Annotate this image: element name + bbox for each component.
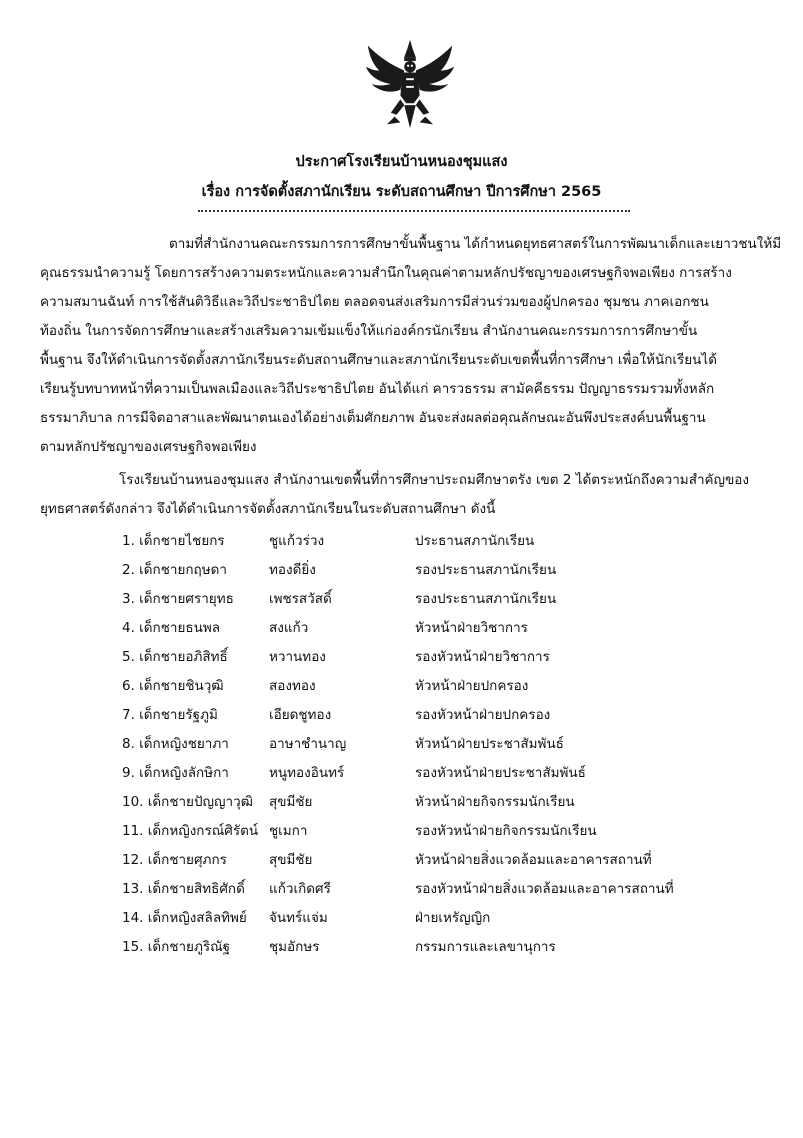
paragraph-school: [40, 466, 749, 524]
paragraph-line: ธรรมาภิบาล การมีจิตอาสาและพัฒนาตนเองได้อย่างเต็มศักยภาพ อันจะส่งผลต่อคุณลักษณะอันพึงประสงค์บนพื้นฐาน: [40, 410, 706, 426]
member-surname: สงแก้ว: [269, 620, 309, 636]
member-role: ฝ่ายเหรัญญิก: [415, 910, 491, 926]
member-role: รองประธานสภานักเรียน: [415, 562, 557, 578]
list-item: [122, 556, 742, 585]
member-name: 14. เด็กหญิงสลิลทิพย์: [122, 910, 247, 926]
garuda-emblem-icon: [362, 36, 458, 132]
list-item: [122, 759, 742, 788]
list-item: [122, 643, 742, 672]
member-surname: เพชรสวัสดิ์: [269, 591, 332, 607]
paragraph-line: ยุทธศาสตร์ดังกล่าว จึงได้ดำเนินการจัดตั้งสภานักเรียนในระดับสถานศึกษา ดังนี้: [40, 501, 496, 517]
list-item: [122, 672, 742, 701]
member-name: 10. เด็กชายปัญญาวุฒิ: [122, 794, 253, 810]
member-role: รองหัวหน้าฝ่ายประชาสัมพันธ์: [415, 765, 586, 781]
member-role: รองหัวหน้าฝ่ายกิจกรรมนักเรียน: [415, 823, 597, 839]
dotted-divider: [198, 210, 630, 212]
member-name: 7. เด็กชายรัฐภูมิ: [122, 707, 218, 723]
paragraph-line: ตามที่สำนักงานคณะกรรมการการศึกษาขั้นพื้นฐาน ได้กำหนดยุทธศาสตร์ในการพัฒนาเด็กและเยาวชนให้มี: [169, 236, 782, 252]
member-surname: เอียดชูทอง: [269, 707, 332, 723]
member-name: 12. เด็กชายศุภกร: [122, 852, 227, 868]
member-name: 5. เด็กชายอภิสิทธิ์: [122, 649, 228, 665]
member-name: 11. เด็กหญิงกรณ์ศิรัตน์: [122, 823, 259, 839]
member-name: 4. เด็กชายธนพล: [122, 620, 221, 636]
announcement-title: ประกาศโรงเรียนบ้านหนองชุมแสง: [295, 154, 508, 170]
member-surname: สุขมีชัย: [269, 852, 313, 868]
member-role: หัวหน้าฝ่ายสิ่งแวดล้อมและอาคารสถานที่: [415, 852, 652, 868]
member-surname: ทองดียิ่ง: [269, 562, 316, 578]
paragraph-line: ท้องถิ่น ในการจัดการศึกษาและสร้างเสริมความเข้มแข็งให้แก่องค์กรนักเรียน สำนักงานคณะกรรมการการศึกษาขั้น: [40, 323, 698, 339]
paragraph-line: โรงเรียนบ้านหนองชุมแสง สำนักงานเขตพื้นที่การศึกษาประถมศึกษาตรัง เขต 2 ได้ตระหนักถึงความสำคัญของ: [119, 472, 749, 488]
list-item: [122, 846, 742, 875]
paragraph-line: เรียนรู้บทบาทหน้าที่ความเป็นพลเมืองและวิถีประชาธิปไตย อันได้แก่ คารวธรรม สามัคคีธรรม ปัญญาธรรมรวมทั้งหลัก: [40, 381, 715, 397]
member-role: ประธานสภานักเรียน: [415, 533, 535, 549]
member-role: กรรมการและเลขานุการ: [415, 939, 556, 955]
list-item: [122, 933, 742, 962]
list-item: [122, 614, 742, 643]
member-surname: สองทอง: [269, 678, 316, 694]
paragraph-intro: [40, 230, 782, 462]
paragraph-line: ตามหลักปรัชญาของเศรษฐกิจพอเพียง: [40, 439, 257, 455]
member-name: 3. เด็กชายศรายุทธ: [122, 591, 234, 607]
member-role: หัวหน้าฝ่ายประชาสัมพันธ์: [415, 736, 564, 752]
paragraph-line: ความสมานฉันท์ การใช้สันติวิธีและวิถีประชาธิปไตย ตลอดจนส่งเสริมการมีส่วนร่วมของผู้ปกครอง ชุมชน ภาคเอกชน: [40, 294, 709, 310]
member-name: 6. เด็กชายชินวุฒิ: [122, 678, 224, 694]
list-item: [122, 585, 742, 614]
member-name: 2. เด็กชายกฤษดา: [122, 562, 227, 578]
member-role: หัวหน้าฝ่ายวิชาการ: [415, 620, 528, 636]
member-role: หัวหน้าฝ่ายปกครอง: [415, 678, 529, 694]
member-name: 13. เด็กชายสิทธิศักดิ์: [122, 881, 245, 897]
member-surname: อาษาชำนาญ: [269, 736, 347, 752]
member-surname: หวานทอง: [269, 649, 326, 665]
member-surname: จันทร์แจ่ม: [269, 910, 328, 926]
member-role: รองประธานสภานักเรียน: [415, 591, 557, 607]
council-member-list: [122, 527, 742, 962]
member-role: รองหัวหน้าฝ่ายปกครอง: [415, 707, 551, 723]
member-surname: ชุมอักษร: [269, 939, 320, 955]
member-surname: แก้วเกิดศรี: [269, 881, 331, 897]
list-item: [122, 788, 742, 817]
member-name: 1. เด็กชายไชยกร: [122, 533, 225, 549]
member-surname: ชูแก้วร่วง: [269, 533, 325, 549]
member-name: 8. เด็กหญิงชยาภา: [122, 736, 229, 752]
member-surname: ชูเมกา: [269, 823, 308, 839]
member-role: หัวหน้าฝ่ายกิจกรรมนักเรียน: [415, 794, 575, 810]
paragraph-line: พื้นฐาน จึงให้ดำเนินการจัดตั้งสภานักเรียนระดับสถานศึกษาและสภานักเรียนระดับเขตพื้นที่การศึกษา เพื่อให้นักเรียนได้: [40, 352, 717, 368]
member-surname: หนูทองอินทร์: [269, 765, 345, 781]
member-name: 9. เด็กหญิงลักษิกา: [122, 765, 229, 781]
member-name: 15. เด็กชายภูริณัฐ: [122, 939, 231, 955]
paragraph-line: คุณธรรมนำความรู้ โดยการสร้างความตระหนักและความสำนึกในคุณค่าตามหลักปรัชญาของเศรษฐกิจพอเพียง การสร้าง: [40, 265, 732, 281]
list-item: [122, 527, 742, 556]
announcement-subject: เรื่อง การจัดตั้งสภานักเรียน ระดับสถานศึกษา ปีการศึกษา 2565: [201, 184, 602, 200]
member-role: รองหัวหน้าฝ่ายวิชาการ: [415, 649, 550, 665]
list-item: [122, 817, 742, 846]
list-item: [122, 904, 742, 933]
list-item: [122, 730, 742, 759]
list-item: [122, 875, 742, 904]
member-surname: สุขมีชัย: [269, 794, 313, 810]
list-item: [122, 701, 742, 730]
member-role: รองหัวหน้าฝ่ายสิ่งแวดล้อมและอาคารสถานที่: [415, 881, 674, 897]
